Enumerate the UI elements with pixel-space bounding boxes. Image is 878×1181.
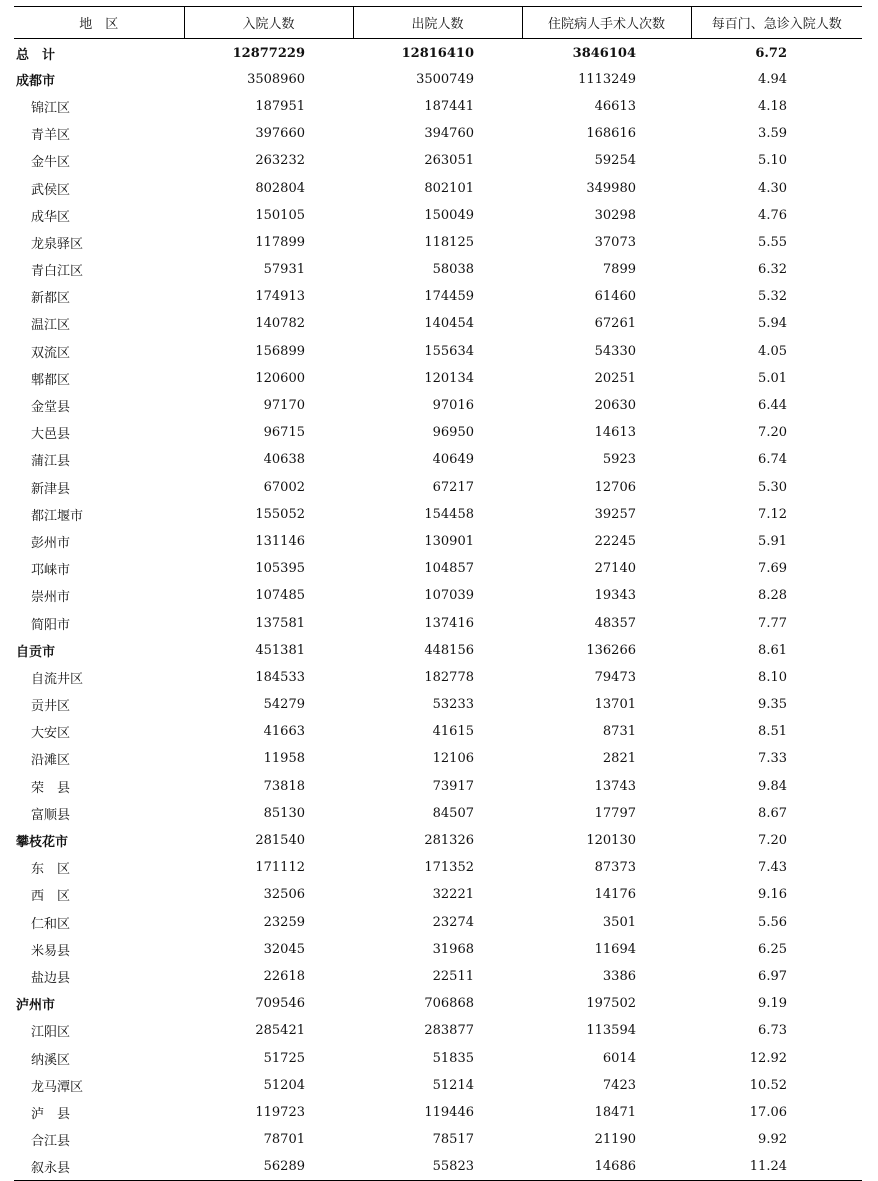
table-row	[14, 691, 862, 718]
surgeries-value: 67261	[594, 316, 636, 332]
admission-rate-value: 11.24	[691, 1153, 862, 1180]
column-header-admission-rate: 每百门、急诊入院人数	[691, 7, 862, 39]
admissions-value: 120600	[255, 370, 305, 386]
region-name: 彭州市	[31, 535, 71, 551]
surgeries-value: 12706	[594, 479, 636, 495]
column-header-surgeries: 住院病人手术人次数	[522, 7, 691, 39]
admission-rate-value: 6.97	[758, 968, 787, 984]
region-name: 金堂县	[31, 400, 71, 416]
discharges-value: 40649	[432, 452, 474, 468]
table-row	[14, 93, 862, 120]
admission-rate-value: 9.35	[758, 697, 787, 713]
admission-rate-value: 4.18	[758, 98, 787, 114]
admissions-value: 187951	[255, 98, 305, 114]
admissions-value: 67002	[263, 479, 305, 495]
surgeries-value: 59254	[594, 153, 636, 169]
table-row	[14, 283, 862, 310]
city-row	[14, 990, 862, 1017]
region-name: 泸州市	[16, 998, 56, 1014]
admissions-value: 32506	[263, 887, 305, 903]
table-row	[14, 1099, 862, 1126]
discharges-value: 84507	[432, 805, 474, 821]
admissions-value: 51725	[263, 1050, 305, 1066]
surgeries-value: 48357	[594, 615, 636, 631]
region-name: 邛崃市	[31, 563, 71, 579]
region-name: 大邑县	[31, 427, 71, 443]
discharges-value: 155634	[424, 343, 474, 359]
discharges-value: 55823	[353, 1153, 522, 1180]
discharges-value: 140454	[424, 316, 474, 332]
surgeries-value: 19343	[594, 588, 636, 604]
surgeries-value: 197502	[586, 996, 636, 1012]
region-name: 攀枝花市	[16, 835, 69, 851]
table-row	[14, 1126, 862, 1153]
admission-rate-value: 7.77	[758, 615, 787, 631]
admission-rate-value: 8.51	[758, 724, 787, 740]
header-row	[14, 7, 862, 39]
region-name: 沿滩区	[31, 753, 71, 769]
discharges-value: 120134	[424, 370, 474, 386]
admission-rate-value: 8.28	[758, 588, 787, 604]
region-name: 龙马潭区	[31, 1079, 84, 1095]
admissions-value: 285421	[255, 1023, 305, 1039]
region-name: 都江堰市	[31, 508, 84, 524]
admission-rate-value: 8.67	[758, 805, 787, 821]
discharges-value: 706868	[424, 996, 474, 1012]
surgeries-value: 136266	[586, 642, 636, 658]
table-row	[14, 664, 862, 691]
statistics-table	[14, 6, 862, 1181]
surgeries-value: 5923	[602, 452, 636, 468]
admissions-value: 137581	[255, 615, 305, 631]
admissions-value: 78701	[263, 1132, 305, 1148]
column-header-discharges: 出院人数	[353, 7, 522, 39]
table-row	[14, 528, 862, 555]
table-body	[14, 39, 862, 1181]
discharges-value: 32221	[432, 887, 474, 903]
region-name: 合江县	[31, 1134, 71, 1150]
discharges-value: 802101	[424, 180, 474, 196]
table-row	[14, 1017, 862, 1044]
table-row	[14, 800, 862, 827]
admission-rate-value: 5.10	[758, 153, 787, 169]
admission-rate-value: 7.12	[758, 506, 787, 522]
region-name: 泸 县	[31, 1106, 71, 1122]
surgeries-value: 17797	[594, 805, 636, 821]
admissions-value: 140782	[255, 316, 305, 332]
table-row	[14, 174, 862, 201]
admissions-value: 40638	[263, 452, 305, 468]
admissions-value: 56289	[184, 1153, 353, 1180]
admission-rate-value: 6.25	[758, 941, 787, 957]
admission-rate-value: 9.16	[758, 887, 787, 903]
region-name: 锦江区	[31, 100, 71, 116]
region-name: 米易县	[31, 943, 71, 959]
region-name: 西 区	[31, 889, 71, 905]
admission-rate-value: 10.52	[749, 1077, 787, 1093]
surgeries-value: 79473	[594, 669, 636, 685]
surgeries-value: 113594	[586, 1023, 636, 1039]
region-name: 自贡市	[16, 644, 56, 660]
total-row	[14, 39, 862, 66]
table-row	[14, 338, 862, 365]
region-name: 纳溪区	[31, 1052, 71, 1068]
discharges-value: 104857	[424, 561, 474, 577]
admissions-value: 41663	[263, 724, 305, 740]
admissions-value: 73818	[263, 778, 305, 794]
region-name: 郫都区	[31, 372, 71, 388]
admissions-value: 131146	[255, 533, 305, 549]
city-row	[14, 66, 862, 93]
region-name: 成都市	[16, 73, 56, 89]
surgeries-value: 22245	[594, 533, 636, 549]
discharges-value: 22511	[432, 968, 474, 984]
admissions-value: 150105	[255, 207, 305, 223]
admissions-value: 171112	[255, 860, 305, 876]
admissions-value: 12877229	[232, 45, 305, 61]
admission-rate-value: 4.76	[758, 207, 787, 223]
region-name: 富顺县	[31, 807, 71, 823]
discharges-value: 263051	[424, 153, 474, 169]
discharges-value: 107039	[424, 588, 474, 604]
table-row	[14, 120, 862, 147]
admission-rate-value: 6.74	[758, 452, 787, 468]
admissions-value: 107485	[255, 588, 305, 604]
table-row	[14, 419, 862, 446]
surgeries-value: 39257	[594, 506, 636, 522]
table-row	[14, 1072, 862, 1099]
table-row	[14, 501, 862, 528]
table-row	[14, 365, 862, 392]
region-name: 荣 县	[31, 780, 71, 796]
table-row	[14, 745, 862, 772]
region-name: 简阳市	[31, 617, 71, 633]
surgeries-value: 168616	[586, 126, 636, 142]
city-row	[14, 827, 862, 854]
table-row	[14, 229, 862, 256]
surgeries-value: 46613	[594, 98, 636, 114]
discharges-value: 51214	[432, 1077, 474, 1093]
surgeries-value: 13743	[594, 778, 636, 794]
admissions-value: 32045	[263, 941, 305, 957]
admissions-value: 3508960	[247, 71, 305, 87]
surgeries-value: 14613	[594, 425, 636, 441]
discharges-value: 58038	[432, 262, 474, 278]
discharges-value: 150049	[424, 207, 474, 223]
admissions-value: 23259	[263, 914, 305, 930]
admissions-value: 22618	[263, 968, 305, 984]
admission-rate-value: 9.84	[758, 778, 787, 794]
table-row	[14, 773, 862, 800]
discharges-value: 67217	[432, 479, 474, 495]
surgeries-value: 20630	[594, 398, 636, 414]
admission-rate-value: 6.32	[758, 262, 787, 278]
surgeries-value: 11694	[594, 941, 636, 957]
surgeries-value: 14176	[594, 887, 636, 903]
surgeries-value: 37073	[594, 234, 636, 250]
surgeries-value: 7423	[602, 1077, 636, 1093]
discharges-value: 281326	[424, 833, 474, 849]
discharges-value: 31968	[432, 941, 474, 957]
discharges-value: 78517	[432, 1132, 474, 1148]
table-row	[14, 474, 862, 501]
discharges-value: 118125	[424, 234, 474, 250]
admission-rate-value: 8.10	[758, 669, 787, 685]
region-name: 总 计	[16, 47, 56, 63]
region-name: 大安区	[31, 726, 71, 742]
admissions-value: 709546	[255, 996, 305, 1012]
admission-rate-value: 7.43	[758, 860, 787, 876]
admissions-value: 397660	[255, 126, 305, 142]
region-name: 自流井区	[31, 671, 84, 687]
region-name: 东 区	[31, 862, 71, 878]
region-name: 成华区	[31, 209, 71, 225]
region-name: 双流区	[31, 345, 71, 361]
admission-rate-value: 5.32	[758, 289, 787, 305]
surgeries-value: 20251	[594, 370, 636, 386]
region-name: 江阳区	[31, 1025, 71, 1041]
discharges-value: 97016	[432, 398, 474, 414]
discharges-value: 53233	[432, 697, 474, 713]
discharges-value: 187441	[424, 98, 474, 114]
admission-rate-value: 4.30	[758, 180, 787, 196]
table-row	[14, 909, 862, 936]
surgeries-value: 13701	[594, 697, 636, 713]
admission-rate-value: 3.59	[758, 126, 787, 142]
discharges-value: 41615	[432, 724, 474, 740]
table-row	[14, 310, 862, 337]
surgeries-value: 6014	[602, 1050, 636, 1066]
city-row	[14, 637, 862, 664]
column-header-region: 地 区	[14, 7, 184, 39]
admissions-value: 85130	[263, 805, 305, 821]
table-row	[14, 609, 862, 636]
surgeries-value: 3386	[602, 968, 636, 984]
surgeries-value: 30298	[594, 207, 636, 223]
admissions-value: 281540	[255, 833, 305, 849]
surgeries-value: 18471	[594, 1104, 636, 1120]
discharges-value: 73917	[432, 778, 474, 794]
admission-rate-value: 6.72	[755, 45, 787, 61]
admissions-value: 174913	[255, 289, 305, 305]
table-row	[14, 446, 862, 473]
region-name: 龙泉驿区	[31, 236, 84, 252]
admissions-value: 51204	[263, 1077, 305, 1093]
surgeries-value: 14686	[522, 1153, 691, 1180]
surgeries-value: 7899	[602, 262, 636, 278]
admission-rate-value: 6.73	[758, 1023, 787, 1039]
admissions-value: 97170	[263, 398, 305, 414]
admission-rate-value: 6.44	[758, 398, 787, 414]
admission-rate-value: 7.33	[758, 751, 787, 767]
admissions-value: 96715	[263, 425, 305, 441]
admissions-value: 11958	[263, 751, 305, 767]
admission-rate-value: 5.30	[758, 479, 787, 495]
admissions-value: 54279	[263, 697, 305, 713]
table-row	[14, 202, 862, 229]
admission-rate-value: 5.91	[758, 533, 787, 549]
discharges-value: 3500749	[416, 71, 474, 87]
admissions-value: 802804	[255, 180, 305, 196]
admissions-value: 184533	[255, 669, 305, 685]
admission-rate-value: 8.61	[758, 642, 787, 658]
admissions-value: 57931	[263, 262, 305, 278]
table-row	[14, 936, 862, 963]
region-name: 武侯区	[31, 182, 71, 198]
discharges-value: 171352	[424, 860, 474, 876]
admission-rate-value: 7.20	[758, 833, 787, 849]
table-row	[14, 392, 862, 419]
admission-rate-value: 9.19	[758, 996, 787, 1012]
discharges-value: 283877	[424, 1023, 474, 1039]
admissions-value: 263232	[255, 153, 305, 169]
table-row	[14, 256, 862, 283]
discharges-value: 12106	[432, 751, 474, 767]
table-row	[14, 147, 862, 174]
region-name: 新津县	[31, 481, 71, 497]
surgeries-value: 349980	[586, 180, 636, 196]
admissions-value: 105395	[255, 561, 305, 577]
admission-rate-value: 4.94	[758, 71, 787, 87]
discharges-value: 130901	[424, 533, 474, 549]
table-row	[14, 1153, 862, 1180]
region-name: 盐边县	[31, 970, 71, 986]
region-name: 青白江区	[31, 264, 84, 280]
admission-rate-value: 7.20	[758, 425, 787, 441]
discharges-value: 394760	[424, 126, 474, 142]
discharges-value: 154458	[424, 506, 474, 522]
region-name: 崇州市	[31, 590, 71, 606]
admissions-value: 155052	[255, 506, 305, 522]
surgeries-value: 3501	[602, 914, 636, 930]
table-row	[14, 555, 862, 582]
admission-rate-value: 17.06	[749, 1104, 787, 1120]
admissions-value: 117899	[255, 234, 305, 250]
table-header	[14, 7, 862, 39]
region-name: 仁和区	[31, 916, 71, 932]
admission-rate-value: 5.55	[758, 234, 787, 250]
surgeries-value: 1113249	[578, 71, 636, 87]
discharges-value: 51835	[432, 1050, 474, 1066]
discharges-value: 448156	[424, 642, 474, 658]
admissions-value: 451381	[255, 642, 305, 658]
surgeries-value: 21190	[594, 1132, 636, 1148]
admission-rate-value: 5.94	[758, 316, 787, 332]
admission-rate-value: 5.56	[758, 914, 787, 930]
column-header-admissions: 入院人数	[184, 7, 353, 39]
admissions-value: 156899	[255, 343, 305, 359]
region-name: 蒲江县	[31, 454, 71, 470]
discharges-value: 174459	[424, 289, 474, 305]
surgeries-value: 61460	[594, 289, 636, 305]
surgeries-value: 120130	[586, 833, 636, 849]
admission-rate-value: 12.92	[749, 1050, 787, 1066]
surgeries-value: 87373	[594, 860, 636, 876]
region-name: 温江区	[31, 318, 71, 334]
surgeries-value: 8731	[602, 724, 636, 740]
discharges-value: 137416	[424, 615, 474, 631]
surgeries-value: 2821	[602, 751, 636, 767]
table-row	[14, 963, 862, 990]
surgeries-value: 54330	[594, 343, 636, 359]
discharges-value: 182778	[424, 669, 474, 685]
region-name: 新都区	[31, 291, 71, 307]
table-row	[14, 854, 862, 881]
table-row	[14, 881, 862, 908]
discharges-value: 96950	[432, 425, 474, 441]
table-row	[14, 718, 862, 745]
discharges-value: 23274	[432, 914, 474, 930]
region-name: 青羊区	[31, 128, 71, 144]
discharges-value: 12816410	[401, 45, 474, 61]
region-name: 叙永县	[14, 1153, 184, 1180]
admission-rate-value: 4.05	[758, 343, 787, 359]
region-name: 金牛区	[31, 155, 71, 171]
surgeries-value: 3846104	[572, 45, 636, 61]
admission-rate-value: 5.01	[758, 370, 787, 386]
discharges-value: 119446	[424, 1104, 474, 1120]
admission-rate-value: 7.69	[758, 561, 787, 577]
region-name: 贡井区	[31, 699, 71, 715]
admissions-value: 119723	[255, 1104, 305, 1120]
admission-rate-value: 9.92	[758, 1132, 787, 1148]
surgeries-value: 27140	[594, 561, 636, 577]
table-row	[14, 1044, 862, 1071]
table-row	[14, 582, 862, 609]
